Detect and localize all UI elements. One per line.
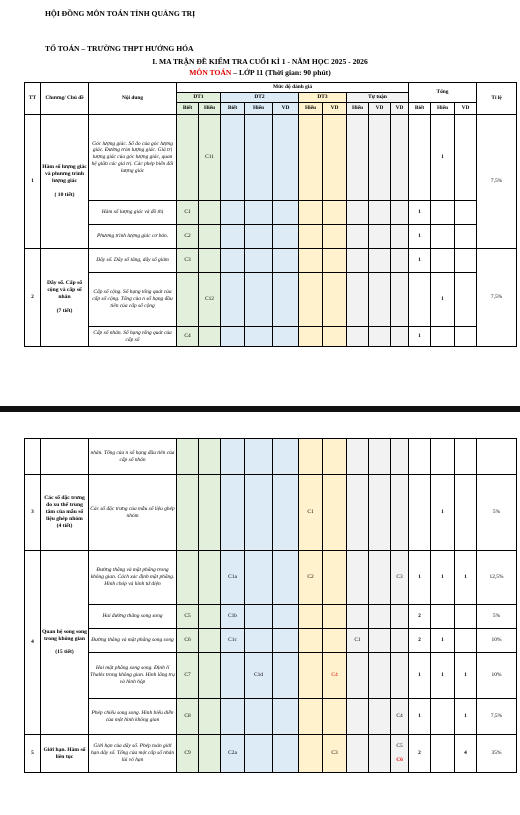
- content-cell: Hàm số lượng giác và đồ thị: [89, 201, 177, 225]
- ratio-cell: 10%: [477, 629, 517, 653]
- doc-title: I. MA TRẬN ĐỀ KIỂM TRA CUỐI KÌ 1 - NĂM HỌC 2025 - 2026: [152, 57, 368, 66]
- total-cell: 1: [409, 249, 431, 273]
- chapter-name: Các số đặc trưng đo xu thế trung tâm của mẫu số liệu ghép nhóm: [44, 495, 85, 522]
- ratio-cell: 7,5%: [477, 249, 517, 347]
- grade-time: – LỚP 11 (Thời gian: 90 phút): [231, 68, 331, 77]
- ratio-cell: 12,5%: [477, 551, 517, 605]
- question-cell: C2: [299, 551, 323, 605]
- total-cell: 1: [431, 475, 455, 551]
- content-cell: Hai đường thẳng song song: [89, 605, 177, 629]
- total-cell: 1: [409, 201, 431, 225]
- header-dt3: DT3: [299, 93, 347, 103]
- question-cell: C1a: [221, 551, 245, 605]
- content-cell: Các số đặc trưng của mẫu số liệu ghép nhóm: [89, 475, 177, 551]
- total-cell: 1: [409, 699, 431, 735]
- question-cell: C2a: [221, 735, 245, 773]
- total-cell: 1: [431, 629, 455, 653]
- sub-vd: VD: [391, 103, 409, 115]
- content-cell: Cấp số cộng. Số hạng tổng quát của cấp số cộng. Tổng của n số hạng đầu tiên của cấp số cộng: [89, 273, 177, 327]
- ratio-cell: 35%: [477, 735, 517, 773]
- row-tt: 4: [25, 551, 41, 735]
- question-cell: C1d: [245, 653, 273, 699]
- ratio-cell: 10%: [477, 653, 517, 699]
- question-cell: C1: [299, 475, 323, 551]
- sub-biet: Biết: [177, 103, 199, 115]
- sub-vd: VD: [455, 103, 477, 115]
- ratio-cell: 7,5%: [477, 699, 517, 735]
- question-cell: C3: [391, 551, 409, 605]
- question-cell: C1c: [221, 629, 245, 653]
- question-cell: C8: [177, 699, 199, 735]
- header-chuong: Chương/ Chủ đề: [41, 83, 89, 115]
- chapter-time: (7 tiết): [56, 307, 73, 314]
- matrix-table-page1: [24, 82, 517, 347]
- row-tt: 1: [25, 115, 41, 249]
- header-tile: Tỉ lệ: [477, 83, 517, 115]
- chapter-cell: [41, 551, 89, 735]
- content-cell: Cấp số nhân. Số hạng tổng quát của cấp số: [89, 327, 177, 347]
- question-cell: C3: [177, 249, 199, 273]
- question-cell: C1b: [221, 605, 245, 629]
- total-cell: 1: [455, 699, 477, 735]
- sub-hieu: Hiểu: [347, 103, 369, 115]
- header-dt2: DT2: [221, 93, 299, 103]
- sub-vd: VD: [273, 103, 299, 115]
- question-cell: C2: [177, 225, 199, 249]
- content-cell: Hai mặt phẳng song song. Định lí Thalès trong không gian. Hình lăng trụ và hình hộp: [89, 653, 177, 699]
- ratio-cell: 5%: [477, 605, 517, 629]
- total-cell: 2: [409, 605, 431, 629]
- chapter-time: (4 tiết): [56, 522, 73, 529]
- question-cell: C12: [199, 273, 221, 327]
- sub-vd: VD: [323, 103, 347, 115]
- total-cell: 1: [431, 551, 455, 605]
- sub-hieu: Hiểu: [299, 103, 323, 115]
- content-cell: Phép chiếu song song. Hình biểu diễn của một hình không gian: [89, 699, 177, 735]
- chapter-time: ( 10 tiết): [54, 191, 75, 198]
- total-cell: 1: [409, 653, 431, 699]
- total-cell: 1: [409, 551, 431, 605]
- content-cell: Góc lượng giác. Số đo của góc lượng giác. Đường tròn lượng giác. Giá trị lượng giác của góc lượng giác, quan hệ giữa các giá trị. Các phép biến đổi lượng giác: [89, 115, 177, 201]
- total-cell: 2: [409, 629, 431, 653]
- content-cell: Đường thẳng và mặt phẳng song song: [89, 629, 177, 653]
- question-cell: C3: [323, 735, 347, 773]
- header-mucdo: Mức độ đánh giá: [177, 83, 409, 93]
- header-noidung: Nội dung: [89, 83, 177, 115]
- sub-vd: VD: [369, 103, 391, 115]
- chapter-time: (15 tiết): [55, 649, 74, 656]
- subject-label: MÔN TOÁN: [189, 68, 232, 77]
- question-label: C5: [396, 743, 403, 750]
- content-cell: Giới hạn của dãy số. Phép toán giới hạn dãy số. Tổng của một cấp số nhân lùi vô hạn: [89, 735, 177, 773]
- total-cell: 2: [409, 735, 431, 773]
- question-cell: C4: [323, 653, 347, 699]
- header-tutuan: Tự tuận: [347, 93, 409, 103]
- total-cell: 1: [431, 115, 455, 201]
- chapter-cell: [41, 249, 89, 347]
- row-tt: 2: [25, 249, 41, 347]
- row-tt: 3: [25, 475, 41, 551]
- question-cell: [391, 735, 409, 773]
- question-cell: C5: [177, 605, 199, 629]
- matrix-table-page2: [24, 438, 517, 773]
- content-cell: Phương trình lượng giác cơ bản.: [89, 225, 177, 249]
- sub-hieu: Hiểu: [245, 103, 273, 115]
- content-cell: nhân. Tổng của n số hạng đầu tiên của cấp số nhân: [89, 439, 177, 475]
- header-tt: TT: [25, 83, 41, 115]
- question-cell: C9: [177, 735, 199, 773]
- question-label: C6: [396, 756, 403, 763]
- total-cell: 1: [455, 551, 477, 605]
- total-cell: 1: [431, 273, 455, 327]
- question-cell: C7: [177, 653, 199, 699]
- subtitle: [0, 68, 520, 77]
- total-cell: 1: [455, 653, 477, 699]
- council-name: HỘI ĐỒNG MÔN TOÁN TỈNH QUẢNG TRỊ: [45, 9, 196, 18]
- ratio-cell: 7,5%: [477, 115, 517, 249]
- question-cell: C4: [177, 327, 199, 347]
- chapter-cell: [41, 115, 89, 249]
- question-cell: C4: [391, 699, 409, 735]
- sub-hieu: Hiểu: [431, 103, 455, 115]
- total-cell: 4: [455, 735, 477, 773]
- total-cell: 1: [409, 225, 431, 249]
- chapter-name: Dãy số. Cấp số cộng và cấp số nhân: [46, 280, 83, 300]
- question-cell: C1: [347, 629, 369, 653]
- page-separator: [0, 406, 520, 412]
- group-name: TỔ TOÁN – TRƯỜNG THPT HƯỚNG HÓA: [45, 44, 194, 53]
- chapter-name: Quan hệ song song trong không gian: [42, 628, 87, 642]
- sub-hieu: Hiểu: [199, 103, 221, 115]
- total-cell: 1: [409, 327, 431, 347]
- sub-biet: Biết: [221, 103, 245, 115]
- ratio-cell: 5%: [477, 475, 517, 551]
- header-dt1: DT1: [177, 93, 221, 103]
- chapter-name: Giới hạn. Hàm số liên tục: [41, 735, 89, 773]
- question-cell: C1: [177, 201, 199, 225]
- question-cell: C6: [177, 629, 199, 653]
- header-tong: Tổng: [409, 83, 477, 103]
- row-tt: 5: [25, 735, 41, 773]
- content-cell: Dãy số. Dãy số tăng, dãy số giảm: [89, 249, 177, 273]
- chapter-cell: [41, 475, 89, 551]
- question-cell: C11: [199, 115, 221, 201]
- content-cell: Đường thẳng và mặt phẳng trong không gian. Cách xác định mặt phẳng. Hình chóp và hình tứ diện: [89, 551, 177, 605]
- chapter-name: Hàm số lượng giác và phương trình lượng giác: [42, 164, 87, 184]
- total-cell: 1: [431, 653, 455, 699]
- sub-biet: Biết: [409, 103, 431, 115]
